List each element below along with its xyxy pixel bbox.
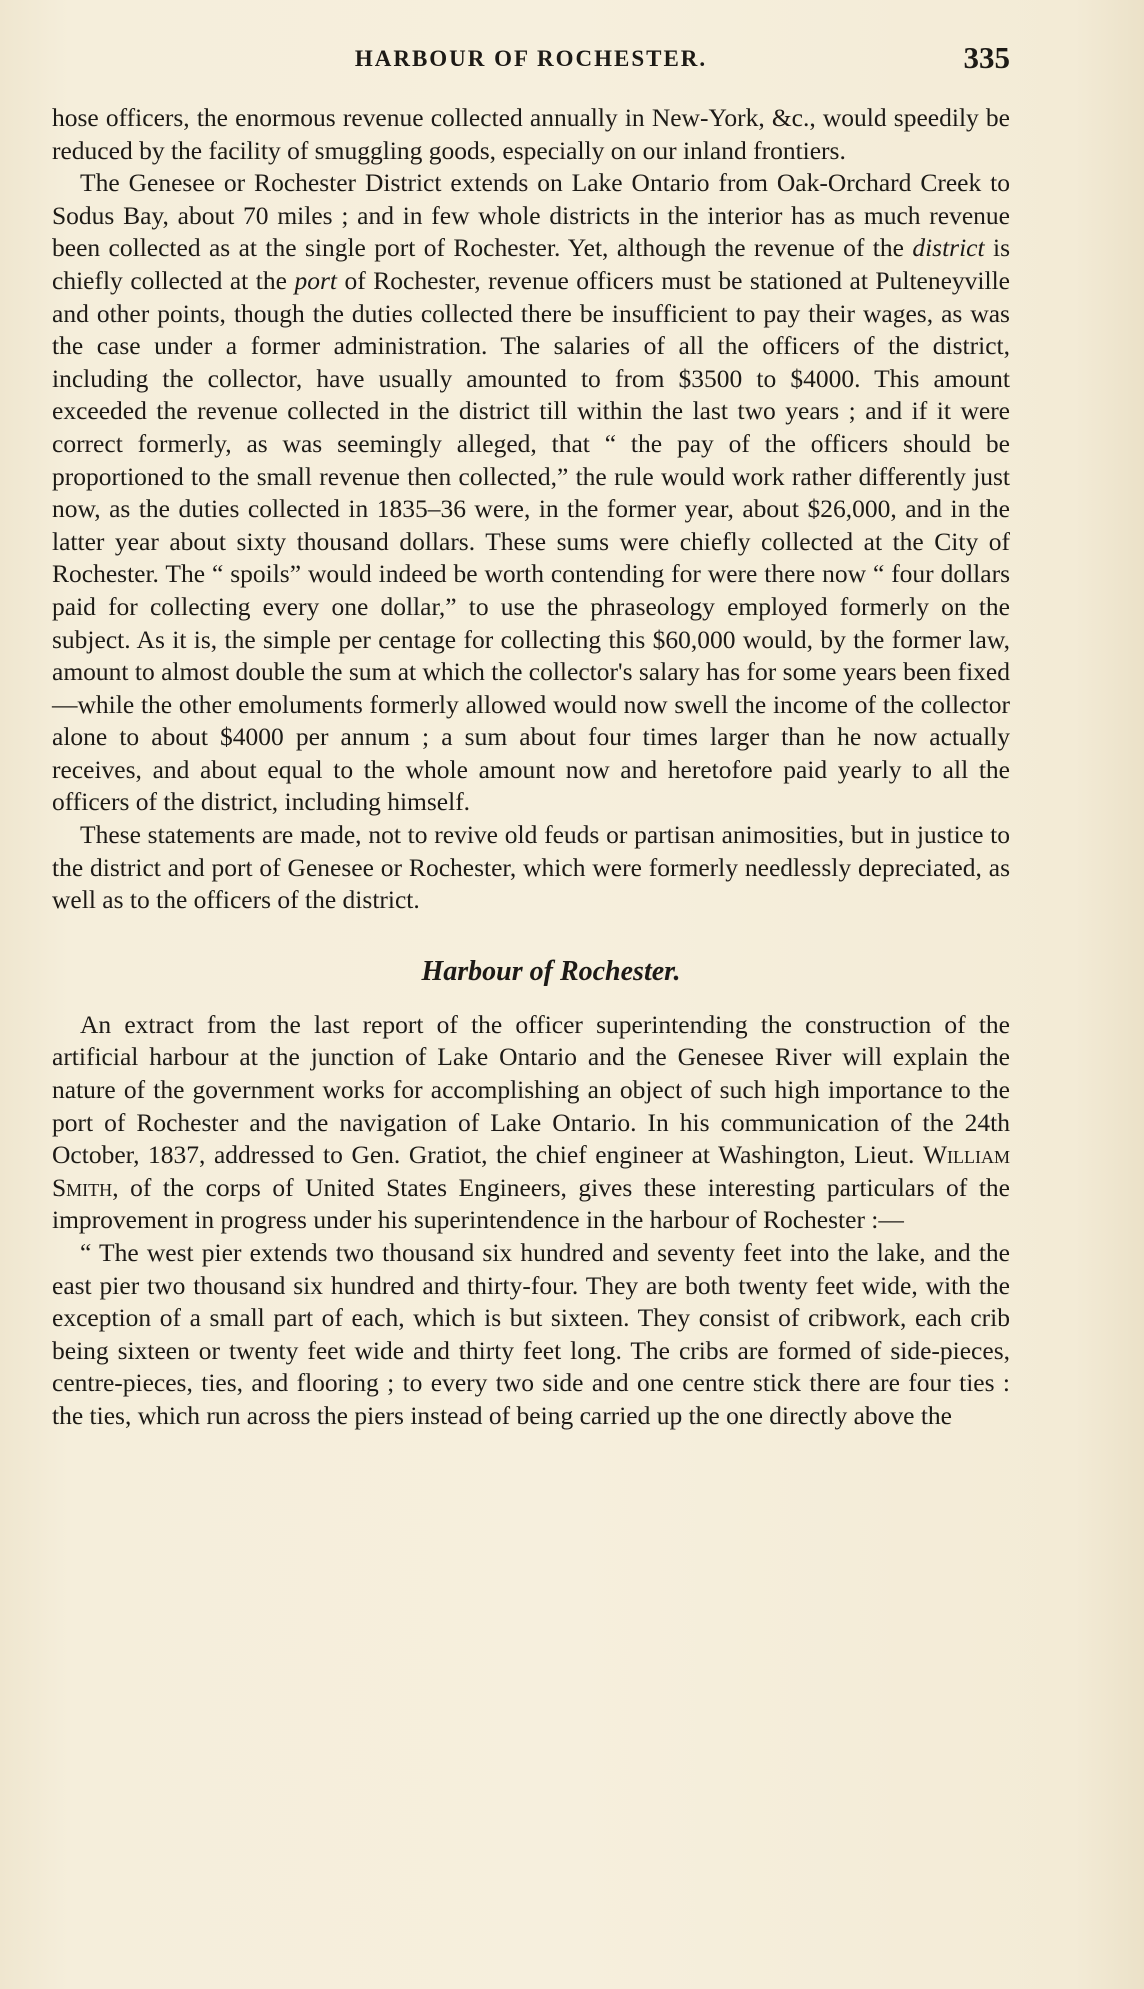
paragraph-continued: hose officers, the enormous revenue collected annually in New-York, &c., would speedily be reduced by the facility of smuggling goods, especially on our inland frontiers. <box>52 103 1010 165</box>
running-head <box>52 40 1010 88</box>
paragraph-genesee-district <box>52 167 1010 819</box>
emphasis-district: district <box>912 233 985 263</box>
paragraph-report-extract <box>52 1009 1010 1237</box>
paragraph-quoted-report: “ The west pier extends two thousand six hundred and seventy feet into the lake, and the east pier two thousand six hundred and thirty-four. They are both twenty feet wide, with the exception of a small part of each, which is but sixteen. They consist of cribwork, each crib being sixteen or twenty feet wide and thirty feet long. The cribs are formed of side-pieces, centre-pieces, ties, and flooring ; to every two side and one centre stick there are four ties : the ties, which run across the piers instead of being carried up the one directly above the <box>52 1238 1010 1430</box>
text-run: The Genesee or Rochester District extends on Lake Ontario from Oak-Orchard Creek to Sodus Bay, about 70 miles ; and in few whole districts in the interior has as much revenue been collected as at the single port of Rochester. Yet, although the revenue of the <box>52 168 1010 263</box>
text-run: of Rochester, revenue officers must be stationed at Pulteneyville and other points, though the duties collected there be insufficient to pay their wages, as was the case under a former administration. The salaries of all the officers of the district, including the collector, have usually amounted to from $3500 to $4000. This amount exceeded the revenue collected in the district till within the last two years ; and if it were correct formerly, as was seemingly alleged, that “ the pay of the officers should be proportioned to the small revenue then collected,” the rule would work rather differently just now, as the duties collected in 1835–36 were, in the former year, about $26,000, and in the latter year about sixty thousand dollars. These sums were chiefly collected at the City of Rochester. The “ spoils” would indeed be worth contending for were there now “ four dollars paid for collecting every one dollar,” to use the phraseology employed formerly on the subject. As it is, the simple per centage for collecting this $60,000 would, by the former law, amount to almost double the sum at which the collector's salary has for some years been fixed—while the other emoluments formerly allowed would now swell the income of the collector alone to about $4000 per annum ; a sum about four times larger than he now actually receives, and about equal to the whole amount now and heretofore paid yearly to all the officers of the district, including himself. <box>52 265 1010 817</box>
text-run: An extract from the last report of the officer superintending the construction of the artificial harbour at the junction of Lake Ontario and the Genesee River will explain the nature of the government works for accomplishing an object of such high importance to the port of Rochester and the navigation of Lake Ontario. In his communication of the 24th October, 1837, addressed to Gen. Gratiot, the chief engineer at Washington, Lieut. <box>52 1009 1010 1170</box>
person-name: William Smith <box>52 1140 1010 1202</box>
paragraph-statements: These statements are made, not to revive old feuds or partisan animosities, but in justice to the district and port of Genesee or Rochester, which were formerly needlessly depreciated, as well as to the officers of the district. <box>52 820 1010 915</box>
page-number: 335 <box>963 40 1010 75</box>
section-heading: Harbour of Rochester. <box>421 955 681 987</box>
text-run: , of the corps of United States Engineers, gives these interesting particulars of the improvement in progress under his superintendence in the harbour of Rochester :— <box>52 1172 1010 1235</box>
running-title: HARBOUR OF ROCHESTER. <box>354 46 708 71</box>
emphasis-port: port <box>294 265 337 295</box>
page-text <box>52 40 1010 1433</box>
text-run: is chiefly collected at the <box>52 233 1011 295</box>
